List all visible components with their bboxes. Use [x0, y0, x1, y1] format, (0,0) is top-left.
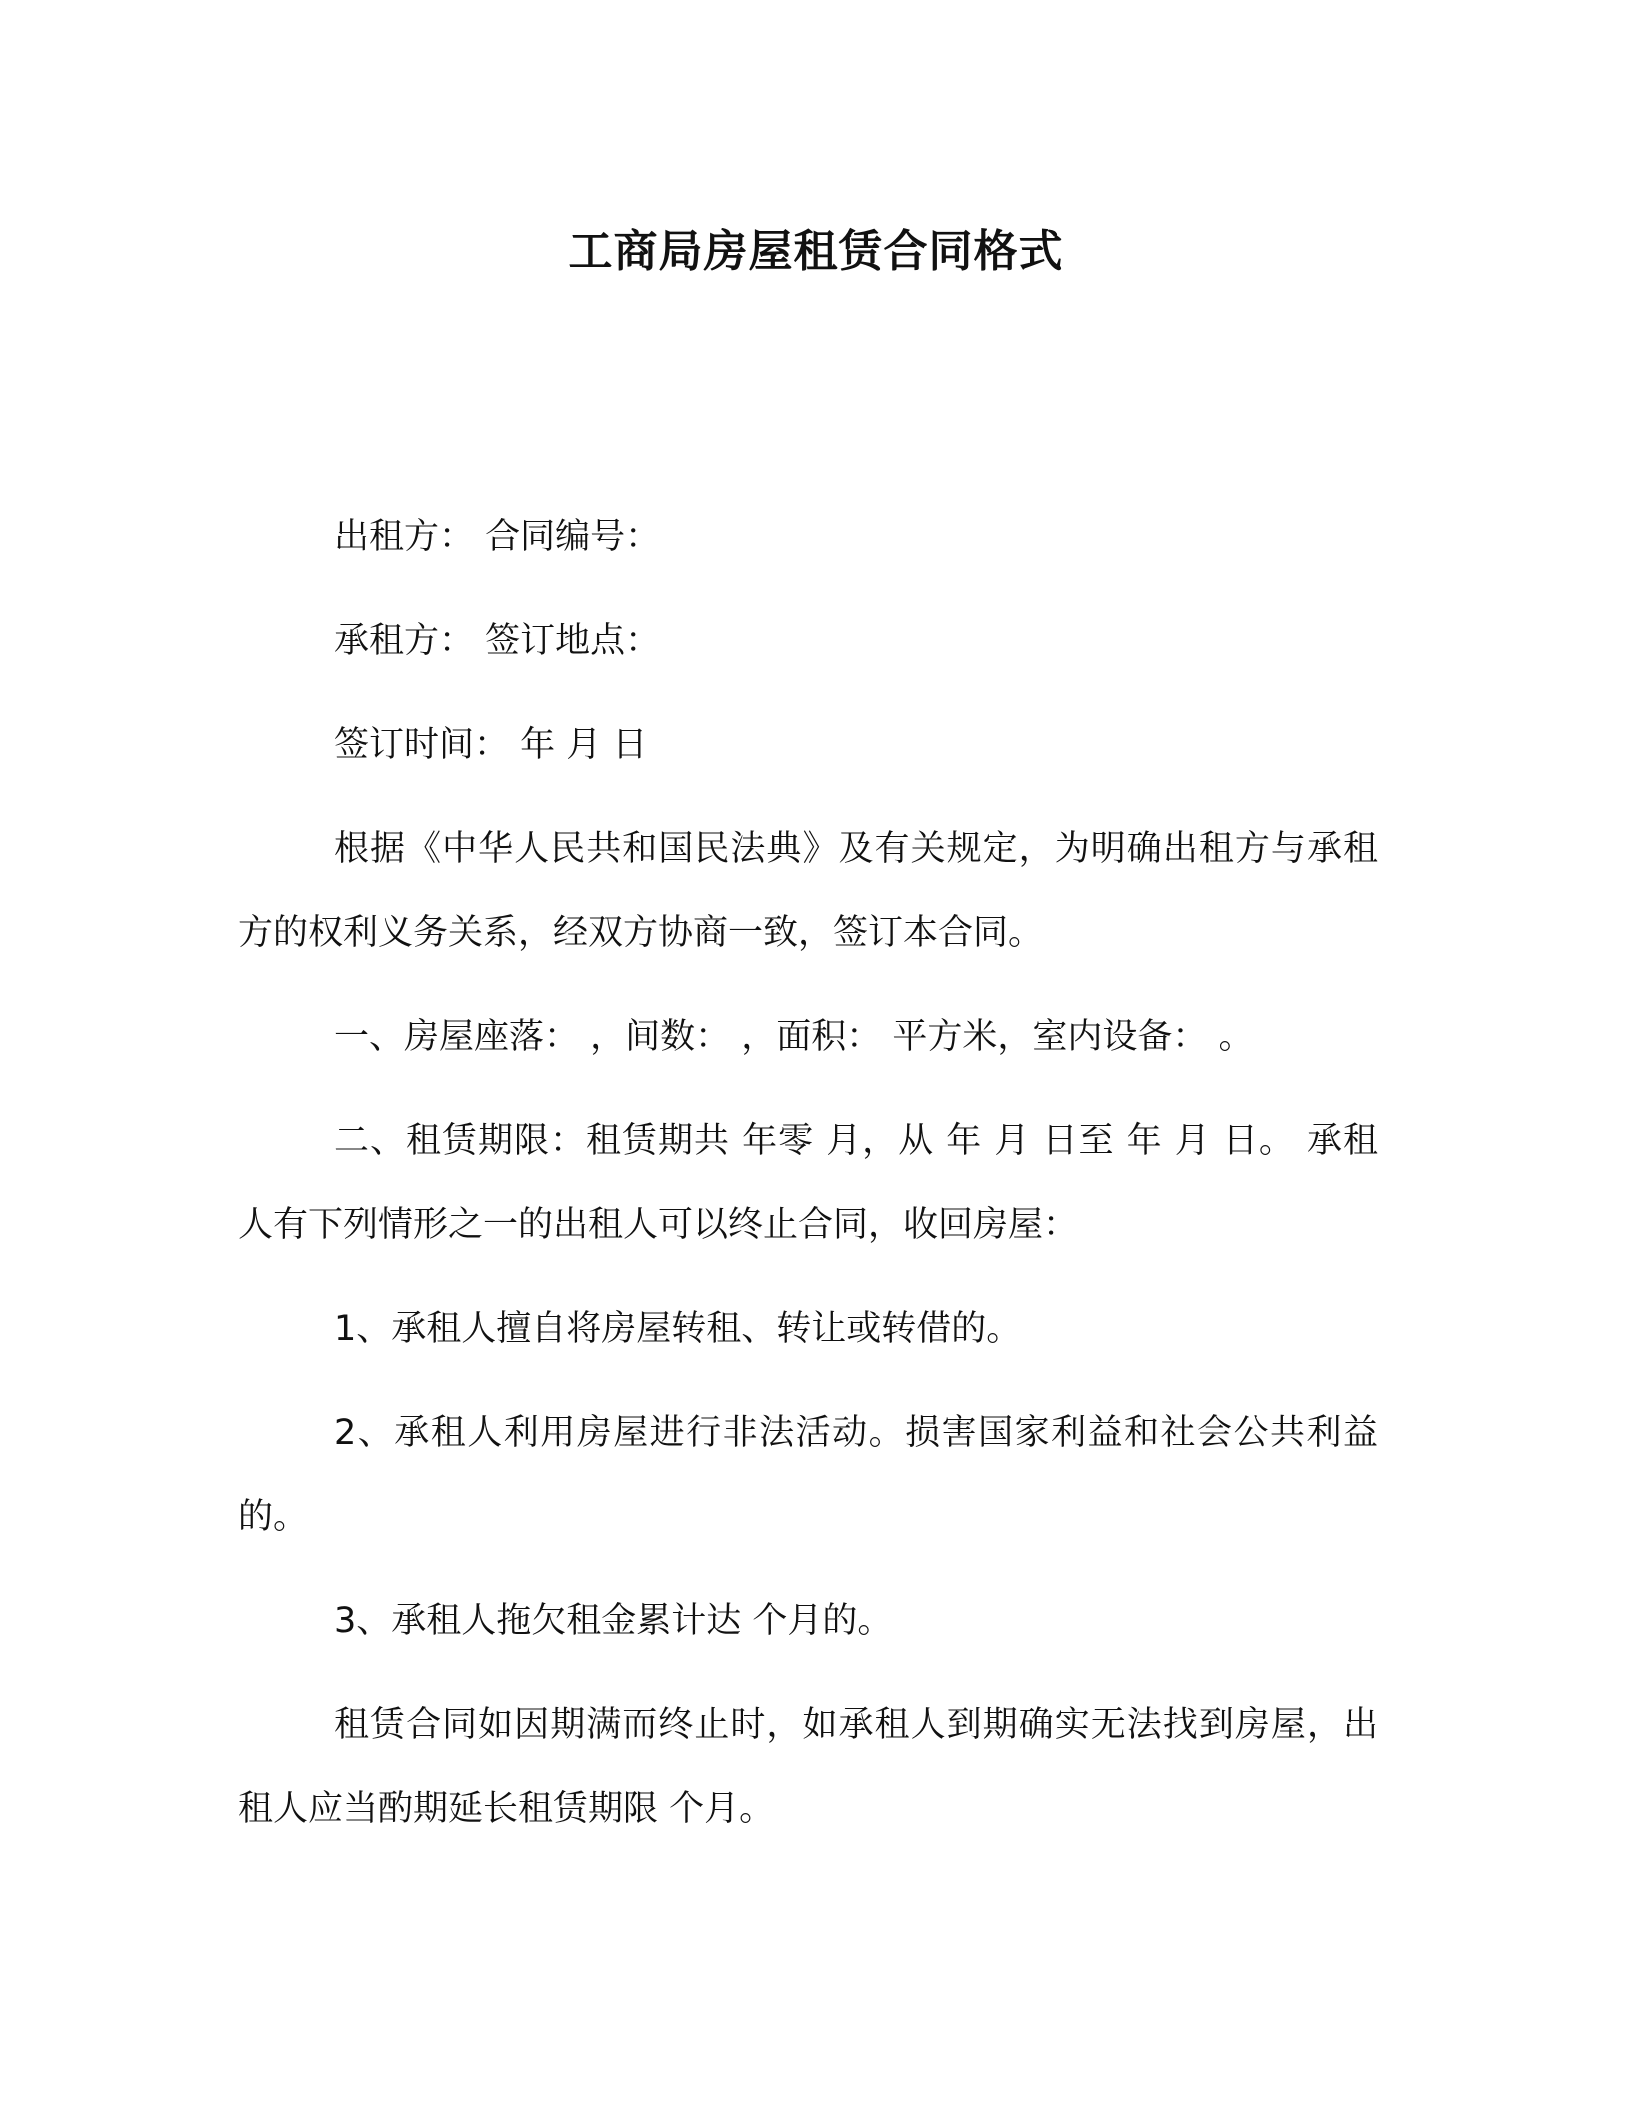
paragraph-lessee: 承租方： 签订地点：: [334, 621, 661, 661]
paragraph-clause-1-location: 一、房屋座落： ，间数： ，面积： 平方米，室内设备： 。: [334, 1017, 1254, 1057]
paragraph-expiry: 租赁合同如因期满而终止时，如承租人到期确实无法找到房屋，出租人应当酌期延长租赁期限 个月。: [238, 1705, 1378, 1829]
paragraph-item-2: 2、承租人利用房屋进行非法活动。损害国家利益和社会公共利益的。: [238, 1413, 1378, 1537]
document-title: 工商局房屋租赁合同格式: [568, 226, 1064, 277]
paragraph-lessor: 出租方： 合同编号：: [334, 517, 661, 557]
paragraph-signing-date: 签订时间： 年 月 日: [334, 725, 648, 765]
document-body: [238, 495, 1378, 1871]
paragraph-clause-2-term: 二、租赁期限：租赁期共 年零 月，从 年 月 日至 年 月 日。 承租人有下列情形之一的出租人可以终止合同，收回房屋：: [238, 1121, 1378, 1245]
paragraph-preamble: 根据《中华人民共和国民法典》及有关规定，为明确出租方与承租方的权利义务关系，经双方协商一致，签订本合同。: [238, 829, 1378, 953]
paragraph-item-3: 3、承租人拖欠租金累计达 个月的。: [334, 1601, 893, 1641]
paragraph-item-1: 1、承租人擅自将房屋转租、转让或转借的。: [334, 1309, 1022, 1349]
